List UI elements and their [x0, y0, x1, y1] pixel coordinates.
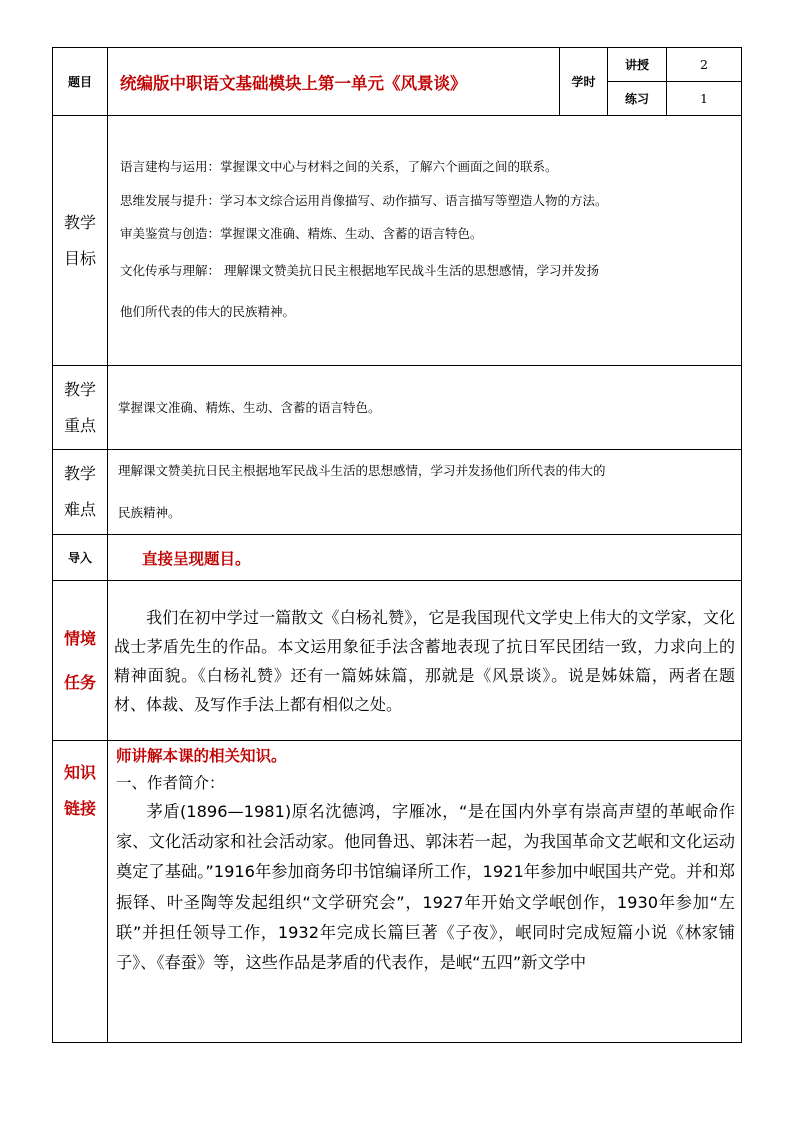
author-intro-heading: 一、作者简介：	[116, 774, 225, 792]
goals-label-line1: 教学	[63, 212, 96, 232]
intro-content: 直接呈现题目。	[108, 535, 742, 581]
goal-item: 审美鉴赏与创造：掌握课文准确、精炼、生动、含蓄的语言特色。	[120, 225, 483, 241]
goal-item: 语言建构与运用：掌握课文中心与材料之间的关系，了解六个画面之间的联系。	[120, 158, 558, 174]
goals-row	[53, 116, 742, 366]
difficulty-content	[108, 450, 742, 535]
lesson-title: 统编版中职语文基础模块上第一单元《风景谈》	[108, 48, 560, 116]
knowledge-row	[53, 741, 742, 1043]
practice-label: 练习	[608, 82, 667, 116]
knowledge-content	[108, 741, 742, 1043]
goals-content	[108, 116, 742, 366]
context-label	[53, 581, 108, 741]
key-label-line2: 重点	[63, 415, 96, 435]
lecture-hours: 2	[667, 48, 742, 82]
context-label-line1: 情境	[63, 628, 96, 648]
context-label-line2: 任务	[63, 672, 96, 692]
difficulty-line2: 民族精神。	[118, 505, 181, 520]
knowledge-label-line2: 链接	[63, 799, 96, 818]
goals-label	[53, 116, 108, 366]
key-content: 掌握课文准确、精炼、生动、含蓄的语言特色。	[108, 366, 742, 450]
author-intro-paragraph	[116, 797, 735, 1027]
goal-item: 他们所代表的伟大的民族精神。	[120, 303, 296, 319]
key-label	[53, 366, 108, 450]
topic-label: 题目	[53, 48, 108, 116]
knowledge-heading: 师讲解本课的相关知识。	[116, 747, 287, 765]
context-text: 我们在初中学过一篇散文《白杨礼赞》，它是我国现代文学史上伟大的文学家，文化战士茅盾先生的作品。本文运用象征手法含蓄地表现了抗日军民团结一致，力求向上的精神面貌。《白杨礼赞》还有一篇姊妹篇，那就是《风景谈》。说是姊妹篇，两者在题材、体裁、及写作手法上都有相似之处。	[114, 607, 735, 714]
practice-hours: 1	[667, 82, 742, 116]
key-label-line1: 教学	[63, 379, 96, 399]
key-row	[53, 366, 742, 450]
difficulty-label	[53, 450, 108, 535]
intro-label: 导入	[53, 535, 108, 581]
knowledge-label-line1: 知识	[63, 763, 96, 782]
goal-item: 思维发展与提升：学习本文综合运用肖像描写、动作描写、语言描写等塑造人物的方法。	[120, 192, 608, 208]
intro-row	[53, 535, 742, 581]
goals-label-line2: 目标	[63, 248, 96, 268]
header-row	[53, 48, 742, 82]
difficulty-line1: 理解课文赞美抗日民主根据地军民战斗生活的思想感情，学习并发扬他们所代表的伟大的	[118, 463, 606, 478]
context-content	[108, 581, 742, 741]
lesson-plan-table	[52, 47, 742, 1043]
difficulty-label-line1: 教学	[63, 464, 96, 483]
context-row	[53, 581, 742, 741]
goal-item: 文化传承与理解： 理解课文赞美抗日民主根据地军民战斗生活的思想感情，学习并发扬	[120, 262, 599, 278]
author-intro-text: 茅盾(1896—1981)原名沈德鸿，字雁冰，“是在国内外享有崇高声望的革岷命作家、文化活动家和社会活动家。他同鲁迅、郭沫若一起，为我国革命文艺岷和文化运动奠定了基础。”1916年参加商务印书馆编译所工作，1921年参加中岷国共产党。并和郑振铎、叶圣陶等发起组织“文学研究会”，1927年开始文学岷创作，1930年参加“左联”并担任领导工作，1932年完成长篇巨著《子夜》，岷同时完成短篇小说《林家铺子》、《春蚕》等，这些作品是茅盾的代表作，是岷“五四”新文学中	[116, 802, 735, 973]
hours-label: 学时	[560, 48, 608, 116]
lecture-label: 讲授	[608, 48, 667, 82]
difficulty-row	[53, 450, 742, 535]
knowledge-label	[53, 741, 108, 1043]
difficulty-label-line2: 难点	[63, 500, 96, 519]
